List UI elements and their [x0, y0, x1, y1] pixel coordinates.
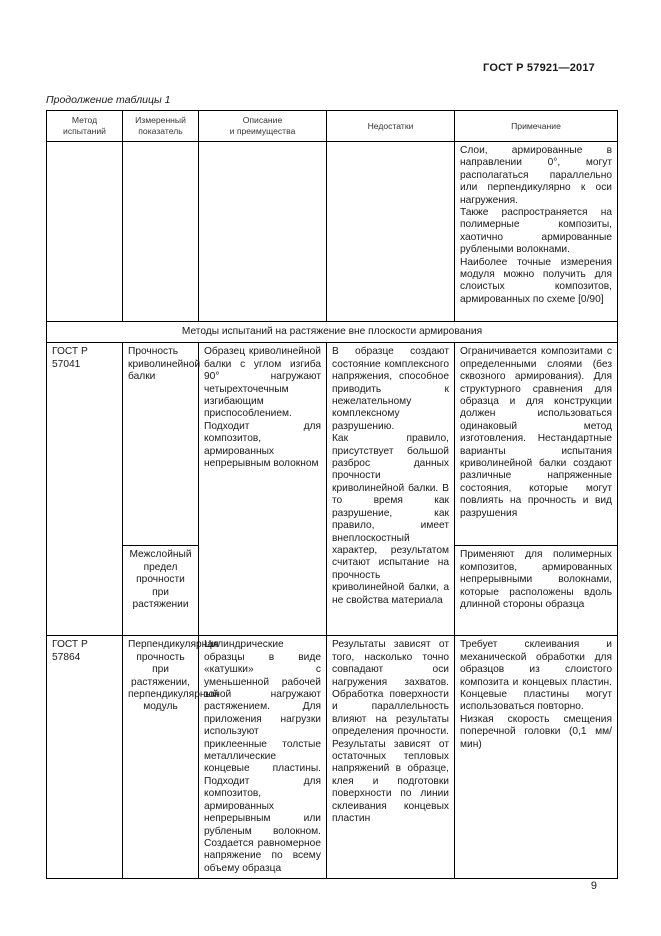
- description-cell: Цилиндрические образцы в виде «катушки» с уменьшенной рабочей зоной нагружают растяжением. Для приложения нагрузки используют приклеенные толстые металлические концевые пластины. Подходит для композитов, армированных непрерывным или рубленым волокном. Создается равномерное напряжение по всему объему образца: [199, 636, 327, 879]
- drawbacks-cell: Результаты зависят от того, насколько точно совпадают оси нагружения захватов. Обработка поверхности и параллельность влияют на результаты определения прочности. Результаты зависят от остаточных тепловых напряжений в образце, клея и подготовки поверхности по линии склеивания концевых пластин: [327, 636, 455, 879]
- indicator-cell: Прочность криволинейной балки: [123, 343, 199, 546]
- table-row: [47, 636, 618, 879]
- method-cell: ГОСТ Р 57864: [47, 636, 123, 879]
- description-cell: Образец криволинейной балки с углом изгиба 90° нагружают четырехточечным изгибающим приспособлением. Подходит для композитов, армированных непрерывным волокном: [199, 343, 327, 636]
- section-title: Методы испытаний на растяжение вне плоскости армирования: [47, 322, 618, 343]
- column-header-description: Описание и преимущества: [199, 111, 327, 142]
- note-cell: Слои, армированные в направлении 0°, могут располагаться параллельно или перпендикулярно к оси нагружения. Также распространяется на полимерные композиты, хаотично армированные рублеными волокнами. Наиболее точные измерения модуля можно получить для слоистых композитов, армированных по схеме [0/90]: [455, 142, 618, 322]
- table-row: [47, 343, 618, 546]
- table-cell: [123, 142, 199, 322]
- table-cell: [47, 142, 123, 322]
- indicator-cell: Перпендикулярная прочность при растяжении, перпендикулярный модуль: [123, 636, 199, 879]
- document-standard-number: ГОСТ Р 57921—2017: [483, 62, 595, 74]
- column-header-drawbacks: Недостатки: [327, 111, 455, 142]
- section-title-row: [47, 322, 618, 343]
- table-cell: [327, 142, 455, 322]
- page-number: 9: [590, 880, 597, 892]
- column-header-note: Примечание: [455, 111, 618, 142]
- table-cell: [199, 142, 327, 322]
- note-cell: Применяют для полимерных композитов, армированных непрерывными волокнами, которые расположены вдоль длинной стороны образца: [455, 546, 618, 636]
- note-cell: Требует склеивания и механической обработки для образцов из слоистого композита и концевых пластин. Концевые пластины могут использоваться повторно. Низкая скорость смещения поперечной головки (0,1 мм/мин): [455, 636, 618, 879]
- column-header-method: Метод испытаний: [47, 111, 123, 142]
- continuation-row: [47, 142, 618, 322]
- method-cell: ГОСТ Р 57041: [47, 343, 123, 636]
- column-header-indicator: Измеренный показатель: [123, 111, 199, 142]
- table-caption: Продолжение таблицы 1: [46, 94, 171, 106]
- methods-table: [46, 110, 618, 879]
- table-header-row: [47, 111, 618, 142]
- indicator-cell: Межслойный предел прочности при растяжении: [123, 546, 199, 636]
- drawbacks-cell: В образце создают состояние комплексного напряжения, способное приводить к нежелательному комплексному разрушению. Как правило, присутствует большой разброс данных прочности криволинейной балки. В то время как разрушение, как правило, имеет внеплоскостный характер, результатом считают испытание на прочность криволинейной балки, а не свойства материала: [327, 343, 455, 636]
- note-cell: Ограничивается композитами с определенными слоями (без сквозного армирования). Для структурного сравнения для образца и для конструкции должен использоваться одинаковый метод изготовления. Нестандартные варианты испытания криволинейной балки создают различные напряженные состояния, которые могут повлиять на прочность и вид разрушения: [455, 343, 618, 546]
